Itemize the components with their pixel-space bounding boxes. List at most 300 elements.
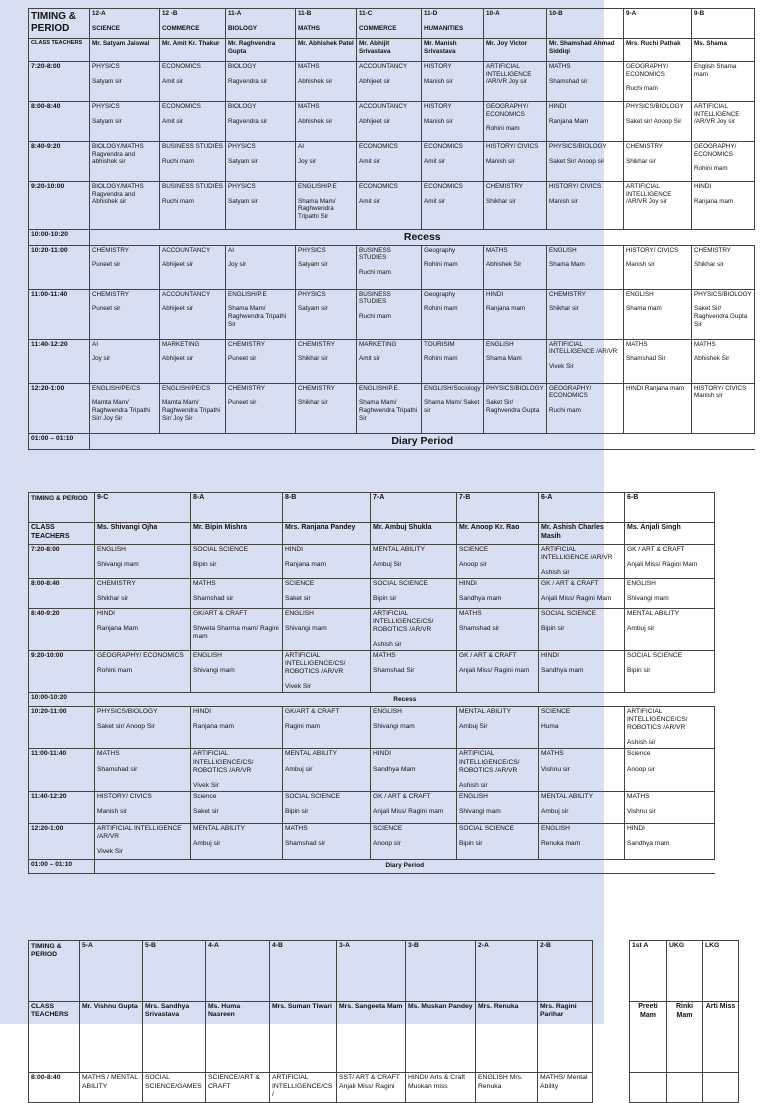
class-header [547,9,624,39]
period-time: 8:00-8:40 [29,102,90,142]
subject-name: ARTIFICIAL INTELLIGENCE/CS/ ROBOTICS /AR/VR [627,708,688,732]
subject-name: HISTORY [424,103,452,110]
subject-name: MATHS [298,103,320,110]
teacher-name: Shama Mam/ Saket sir [424,399,480,415]
teacher-name: Anjali Miss/ Ragini mam [459,667,530,675]
class-header [457,493,539,523]
period-row [29,1073,739,1103]
class-header [191,493,283,523]
teacher-name: Abhishek Sir [694,355,730,363]
period-cell [547,383,624,433]
subject-name: SCIENCE [373,824,403,832]
teacher-name: Rohini mam [424,261,458,269]
period-cell [539,749,625,791]
class-teacher: Mrs. Suman Tiwari [270,1001,337,1072]
period-cell [283,579,371,609]
period-cell [539,651,625,693]
teacher-name: Amit sir [424,157,445,165]
teacher-name: Ranjana Mam [97,625,139,633]
subject-name: AI [92,340,98,348]
teacher-name: Ambuj sir [285,765,313,773]
teacher-name: Abhijeet sir [162,305,194,313]
subject-name: HINDI [97,610,115,618]
subject-name: CHEMISTRY [228,340,265,348]
teacher-name: Rohini mam [694,165,728,173]
subject-name: SOCIAL SCIENCE [627,652,683,660]
class-header [625,493,715,523]
teacher-name: Anjali Miss/ Ragini Mam [627,561,698,569]
teacher-name: Shikhar sir [549,305,579,313]
teacher-name: Shamshad Sir [626,355,666,363]
period-cell [484,245,547,289]
subject-name: HINDI [285,546,303,553]
subject-name: HINDI [459,580,477,588]
subject-name: CHEMISTRY [92,246,129,254]
period-row [29,289,755,339]
teacher-name: Shama Mam/ Raghwendra Tripathi Sir [228,305,287,328]
teacher-name: Ruchi mam [359,269,391,277]
teacher-name: Vivek Sir [97,847,123,855]
teacher-name: Abhishek sir [298,117,333,125]
class-teacher: Arti Miss [703,1001,739,1072]
subject-name: ENGLISH [626,290,654,298]
period-time: 9:20-10:00 [29,182,90,230]
period-cell [226,383,296,433]
teacher-name: Bipin sir [285,807,309,815]
period-cell [90,102,160,142]
subject-name: PHYSICS/BIOLOGY [549,143,607,150]
teacher-name: Ambuj Sir [459,723,488,731]
subject-name: ARTIFICIAL INTELLIGENCE /AR/VR Joy sir [486,63,532,86]
teacher-name: Abhijeet sir [359,77,391,85]
teacher-name: Ambuj sir [541,807,569,815]
period-cell [692,383,755,433]
teacher-name: Amit sir [359,197,380,205]
period-cell [371,651,457,693]
period-cell [371,545,457,579]
teacher-name: Sandhya mam [459,595,502,603]
teacher-name: Ashish sir [373,641,402,649]
class-name: 7-B [459,494,471,501]
class-name: 9-A [626,10,637,17]
diary-time: 01:00 – 01:10 [29,859,95,873]
period-cell [624,142,692,182]
teacher-name: Manish sir [424,117,453,125]
period-row [29,383,755,433]
teacher-name: Anjali Miss/ Ragini Mam [541,595,612,603]
class-name: 3-B [406,941,476,1002]
period-cell [371,707,457,749]
class-teachers-label: CLASS TEACHERS [29,523,95,545]
teacher-name: Saket sir/ Anoop Sir [626,117,682,125]
teacher-name: Puneet sir [92,261,121,269]
teacher-name: Satyam sir [228,157,258,165]
teacher-name: Shamshad sir [285,839,326,847]
subject-name: ENGLISH [459,792,488,800]
class-header [371,493,457,523]
period-cell [357,289,422,339]
teacher-name: Mamta Mam/ Raghwendra Tripathi Sir/ Joy Sir [92,399,151,422]
subject-name: ECONOMICS [359,143,398,150]
class-name: 4-A [206,941,270,1002]
teacher-name: Ruchi mam [162,197,194,205]
period-cell [90,383,160,433]
subject-name: ENGLISH/P.E. [359,384,400,392]
class-header [90,9,160,39]
class-teacher: Ms. Huma Nasreen [206,1001,270,1072]
teacher-name: Abhishek sir [298,77,333,85]
subject-name: TOURISIM [424,340,455,348]
subject-name: PHYSICS [298,246,326,254]
class-teacher: Mr. Amit Kr. Thakur [160,39,226,62]
teacher-name: Joy sir [228,261,247,269]
class-header [484,9,547,39]
teacher-name: Ashish sir [541,569,570,577]
teacher-name: Joy sir [92,355,111,363]
class-name: UKG [667,941,703,1002]
subject-name: HINDI [373,750,391,758]
teacher-name: Joy sir [298,157,317,165]
period-cell [191,609,283,651]
subject-name: ECONOMICS [162,103,201,110]
subject-name: HISTORY/ CIVICS [549,183,602,190]
class-teachers-label: CLASS TEACHERS [29,1001,80,1072]
subject-name: HINDI [549,103,567,110]
period-time: 9:20-10:00 [29,651,95,693]
teacher-name: Bipin sir [193,561,217,569]
subject-name: Geography [424,290,456,298]
period-cell [484,62,547,102]
teacher-name: Huma [541,723,559,731]
period-cell [191,749,283,791]
teacher-name: Manish sir [549,197,578,205]
teacher-name: Ambuj Sir [373,561,402,569]
class-teacher: Mr. Abhishek Patel [296,39,357,62]
spacer-cell [593,1001,630,1072]
subject-name: SOCIAL SCIENCE [285,792,341,800]
subject-name: ENGLISH [541,824,570,832]
recess-row [29,230,755,246]
class-teacher: Ms. Muskan Pandey [406,1001,476,1072]
teacher-name: Shikhar sir [694,261,724,269]
subject-name: ENGLISH [193,652,222,660]
period-cell [95,707,191,749]
class-stream: COMMERCE [162,24,200,32]
period-cell [422,245,484,289]
class-header [539,493,625,523]
teacher-name: Saket Sir/ Raghvendra Gupta Sir [694,305,748,328]
teacher-name: Shama mam [626,305,662,313]
period-cell [625,651,715,693]
period-cell [624,339,692,383]
subject-name: PHYSICS/BIOLOGY [486,384,544,392]
subject-name: GEOGRAPHY/ ECONOMICS [486,103,529,118]
subject-name: ARTIFICIAL INTELLIGENCE/CS/ ROBOTICS /AR/VR [285,652,346,676]
period-cell [296,339,357,383]
diary-banner: Diary Period [95,859,715,873]
period-cell [296,289,357,339]
period-cell [296,142,357,182]
period-time: 8:40-9:20 [29,609,95,651]
period-cell [296,102,357,142]
class-name: 7-A [373,494,385,501]
period-cell: SST/ ART & CRAFT Anjali Miss/ Ragini [337,1073,406,1103]
subject-name: MENTAL ABILITY [285,750,338,758]
subject-name: CHEMISTRY [298,340,335,348]
subject-name: PHYSICS/BIOLOGY [626,103,684,110]
period-cell [90,62,160,102]
subject-name: AI [228,246,234,254]
subject-name: MARKETING [162,340,200,348]
period-row [29,579,715,609]
period-cell [357,102,422,142]
period-cell [692,182,755,230]
period-cell [226,245,296,289]
subject-name: GK / ART & CRAFT [373,792,431,800]
subject-name: MATHS [298,63,320,70]
teacher-name: Ruchi mam [162,157,194,165]
class-teacher: Mrs. Renuka [476,1001,538,1072]
period-cell [422,182,484,230]
recess-time: 10:00-10:20 [29,693,95,707]
period-cell [160,289,226,339]
teacher-name: Shikhar sir [486,197,516,205]
subject-name: BIOLOGY/MATHS Ragvendra and abhishek sir [92,143,144,166]
period-row [29,791,715,823]
period-cell [625,707,715,749]
period-cell [191,545,283,579]
subject-name: GK / ART & CRAFT [459,652,517,660]
period-row [29,749,715,791]
teacher-name: Manish sir [486,157,515,165]
class-name: LKG [703,941,739,1002]
period-cell [484,182,547,230]
teacher-name: Vishnu sir [627,807,656,815]
class-header [283,493,371,523]
empty-cell [667,1073,703,1103]
period-cell [371,823,457,859]
period-cell [625,823,715,859]
teacher-name: Satyam sir [228,197,258,205]
subject-name: SOCIAL SCIENCE [193,546,249,553]
period-cell [95,823,191,859]
class-name: 8-B [285,494,297,501]
teacher-name: Shivangi mam [97,561,139,569]
period-cell [484,289,547,339]
teacher-name: Satyam sir [92,117,122,125]
subject-name: ARTIFICIAL INTELLIGENCE /AR/VR [541,546,613,562]
teacher-name: Shikhar sir [298,355,328,363]
class-teacher: Preeti Mam [630,1001,667,1072]
subject-name: ENGLISH/P.E [298,183,337,190]
teacher-name: Renuka mam [541,839,581,847]
period-time: 10:20-11:00 [29,245,90,289]
period-cell [90,182,160,230]
class-stream: COMMERCE [359,24,397,32]
teacher-name: Shama Mam/ Raghwendra Tripathi Sir [359,399,418,422]
period-row [29,651,715,693]
subject-name: BIOLOGY [228,63,257,70]
teacher-name: Satyam sir [298,305,328,313]
empty-cell [703,1073,739,1103]
period-time: 7:20-8:00 [29,62,90,102]
class-teacher: Mrs. Ranjana Pandey [283,523,371,545]
teacher-name: Ranjana mam [193,723,235,731]
teacher-name: Shikhar sir [298,399,328,407]
period-cell [357,182,422,230]
subject-name: ARTIFICIAL INTELLIGENCE/CS/ ROBOTICS /AR/VR [373,610,434,634]
subject-name: CHEMISTRY [694,246,731,254]
class-teacher: Mr. Abhijit Srivastava [357,39,422,62]
class-teacher: Mr. Manish Srivastava [422,39,484,62]
subject-name: ENGLISH [627,580,656,588]
teacher-name: Shikhar sir [626,157,656,165]
teacher-name: Anoop sir [627,765,655,773]
class-name: 1st A [630,941,667,1002]
subject-name: BUSINESS STUDIES [359,246,391,262]
class-stream: HUMANITIES [424,24,464,32]
period-cell [692,289,755,339]
teacher-name: Sandhya Mam [373,765,416,773]
class-name: 5-A [80,941,143,1002]
class-teacher: Mrs. Sangeeta Mam [337,1001,406,1072]
recess-banner: Recess [95,693,715,707]
period-cell [371,609,457,651]
period-cell [191,651,283,693]
period-cell [422,339,484,383]
period-cell [160,182,226,230]
subject-name: ARTIFICIAL INTELLIGENCE/CS/ ROBOTICS /AR/VR [193,750,254,774]
class-header [226,9,296,39]
teacher-name: Ambuj sir [627,625,655,633]
period-cell [624,245,692,289]
subject-name: MENTAL ABILITY [627,610,680,618]
subject-name: HINDI [193,708,211,716]
period-cell [457,579,539,609]
class-teacher: Mr. Satyam Jaiswal [90,39,160,62]
period-cell [547,245,624,289]
period-row [29,62,755,102]
class-teacher: Rinki Mam [667,1001,703,1072]
period-cell [457,749,539,791]
subject-name: ACCOUNTANCY [359,103,408,110]
subject-name: GK/ART & CRAFT [193,610,248,618]
teacher-name: Abhijeet sir [162,355,194,363]
period-cell: SOCIAL SCIENCE/GAMES [143,1073,206,1103]
teacher-name: Saket sir [285,595,311,603]
period-cell [371,791,457,823]
class-name: 3-A [337,941,406,1002]
teacher-name: Bipin sir [541,625,565,633]
teacher-name: Ranjana Mam [549,117,589,125]
class-name: 10-A [486,10,500,17]
teacher-name: Saket Sir/ Raghvendra Gupta [486,399,540,415]
class-name: 11-D [424,10,438,17]
subject-name: ENGLISH [486,340,514,348]
period-cell: ENGLISH Mrs. Renuka [476,1073,538,1103]
class-teacher: Mr. Ambuj Shukla [371,523,457,545]
subject-name: CHEMISTRY [486,183,523,190]
class-name: 11-C [359,10,373,17]
teacher-name: Ruchi mam [359,313,391,321]
teacher-name: Anoop sir [459,561,487,569]
period-time: 11:40-12:20 [29,791,95,823]
subject-name: ARTIFICIAL INTELLIGENCE /AR/VR Joy sir [694,103,740,126]
subject-name: ENGLISH/PE/CS [162,384,211,392]
class-header [95,493,191,523]
teacher-name: Sandhya mam [541,667,584,675]
subject-name: HISTORY/ CIVICS [486,143,539,150]
period-cell [283,651,371,693]
period-cell: ARTIFICIAL INTELLIGENCE/CS/ [270,1073,337,1103]
diary-row [29,859,715,873]
class-name: 11-B [298,10,312,17]
subject-name: ECONOMICS [162,63,201,70]
period-cell [296,182,357,230]
period-time: 11:00-11:40 [29,749,95,791]
period-cell [283,749,371,791]
class-name: 9-B [694,10,705,17]
teacher-name: Ruchi mam [626,85,658,93]
period-row [29,823,715,859]
teacher-name: Shamshad sir [549,77,588,85]
subject-name: CHEMISTRY [549,290,586,298]
period-cell [539,579,625,609]
subject-name: ECONOMICS [424,183,463,190]
teacher-name: Rohini mam [424,305,458,313]
diary-banner: Diary Period [90,433,755,449]
teacher-name: Ruchi mam [549,407,581,415]
class-header [422,9,484,39]
period-time: 8:00-8:40 [29,1073,80,1103]
period-cell [484,142,547,182]
period-cell [296,62,357,102]
period-cell [692,102,755,142]
teacher-name: Shama Mam/ Raghwendra Tripathi Sir [298,197,336,221]
teacher-name: Bipin sir [627,667,651,675]
period-cell [357,62,422,102]
subject-name: GK / ART & CRAFT [627,546,685,553]
subject-name: MATHS [193,580,216,588]
class-teacher: Mrs. Sandhya Srivastava [143,1001,206,1072]
teacher-name: Shivangi mam [627,595,669,603]
period-cell [160,339,226,383]
period-cell: MATHS/ Mental Ability [538,1073,593,1103]
spacer-cell [593,1073,630,1103]
teacher-name: Satyam sir [298,261,328,269]
teacher-name: Ranjana mam [285,561,327,569]
subject-name: ENGLISH [97,546,126,553]
subject-name: HINDI Ranjana mam [626,384,685,392]
subject-name: BUSINESS STUDIES [359,290,391,306]
period-cell [90,245,160,289]
class-name: 8-A [193,494,205,501]
subject-name: HISTORY/ CIVICS [626,246,679,254]
subject-name: CHEMISTRY [97,580,136,588]
subject-name: ECONOMICS [359,183,398,190]
teacher-name: Mamta Mam/ Raghwendra Tripathi Sir/ Joy Sir [162,399,221,422]
subject-name: MARKETING [359,340,397,348]
diary-time: 01:00 – 01:10 [29,433,90,449]
subject-name: PHYSICS/BIOLOGY [694,290,752,298]
subject-name: ENGLISH [549,246,577,254]
period-cell [539,545,625,579]
teacher-name: Ambuj sir [193,839,221,847]
subject-name: ACCOUNTANCY [162,246,211,254]
subject-name: BUSINESS STUDIES [162,143,223,150]
period-cell [539,791,625,823]
subject-name: MATHS [627,792,650,800]
